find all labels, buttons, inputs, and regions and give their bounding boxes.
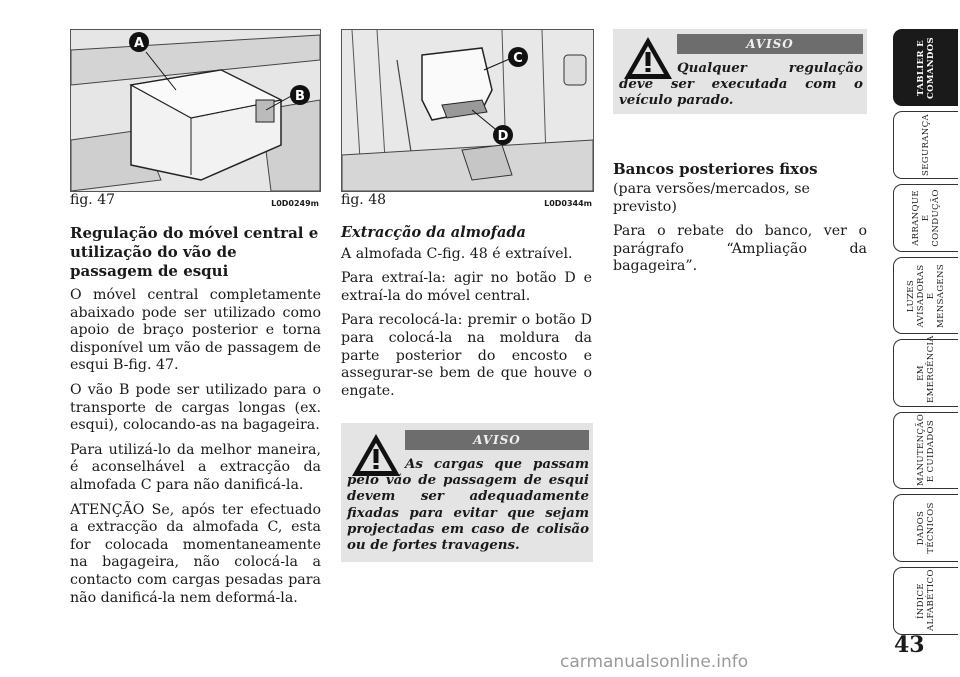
warning-text: As cargas que passam pelo vão de passagem de esqui devem ser adequadamente fixadas para evitar que sejam projectadas em caso de colisão ou de fortes travagens. — [347, 456, 589, 554]
paragraph: Para recolocá-la: premir o botão D para colocá-la na moldura da parte posterior do encosto e assegurar-se bem de que houve o engate. — [341, 312, 592, 399]
tab-indice-alfabetico[interactable] — [893, 567, 958, 635]
paragraph: Para utilizá-lo da melhor maneira, é aconselhável a extracção da almofada C para não danificá-la. — [70, 441, 321, 493]
warning-box-cargas — [341, 423, 593, 562]
fig48-code: L0D0344m — [544, 199, 592, 208]
fig47-code: L0D0249m — [271, 199, 319, 208]
warning-box-regulacao — [613, 29, 867, 114]
fig48-caption-text: fig. 48 — [341, 192, 387, 208]
tab-label: MANUTENÇÃO E CUIDADOS — [916, 413, 936, 486]
warning-text: Qualquer regulação deve ser executada com o veículo parado. — [619, 60, 863, 109]
paragraph: O móvel central completamente abaixado pode ser utilizado como apoio de braço posterior e torna disponível um vão de passagem de esqui B-fig. 47. — [70, 287, 321, 374]
section-heading-extraccao: Extracção da almofada — [341, 224, 526, 241]
fig47-caption-text: fig. 47 — [70, 192, 116, 208]
paragraph: O vão B pode ser utilizado para o transporte de cargas longas (ex. esqui), colocando-as na bagageira. — [70, 381, 321, 434]
tab-manutencao-e-cuidados[interactable] — [893, 412, 958, 489]
tab-luzes-avisadoras[interactable] — [893, 257, 958, 334]
page-number: 43 — [894, 632, 925, 658]
tab-label: EM EMERGÊNCIA — [916, 335, 936, 403]
tab-label: ÍNDICE ALFABÉTICO — [916, 569, 936, 631]
watermark: carmanualsonline.info — [560, 652, 749, 672]
column-1 — [70, 224, 321, 614]
tab-arranque-e-conducao[interactable] — [893, 184, 958, 252]
tab-label: DADOS TÉCNICOS — [916, 502, 936, 554]
warning-label: AVISO — [405, 430, 589, 450]
section-heading-regulacao: Regulação do móvel central e utilização do vão de passagem de esqui — [70, 224, 319, 280]
tab-em-emergencia[interactable] — [893, 335, 958, 407]
fig48-label-d: D — [497, 129, 509, 144]
figure-48-caption — [341, 192, 592, 208]
paragraph: Para extraí-la: agir no botão D e extraí-la do móvel central. — [341, 270, 592, 304]
figure-48-image — [341, 29, 594, 192]
paragraph: A almofada C-fig. 48 é extraível. — [341, 245, 573, 262]
figure-47-caption — [70, 192, 319, 208]
section-heading-bancos: Bancos posteriores fixos — [613, 160, 818, 178]
tab-label: ARRANQUE E CONDUÇÃO — [911, 189, 941, 247]
tab-dados-tecnicos[interactable] — [893, 494, 958, 562]
tab-seguranca[interactable] — [893, 111, 958, 179]
fig47-label-a: A — [133, 36, 145, 51]
paragraph-subtitle: (para versões/mercados, se previsto) — [613, 181, 810, 215]
tab-tablier-e-comandos[interactable] — [893, 29, 958, 106]
column-3 — [613, 160, 867, 283]
warning-label: AVISO — [677, 34, 863, 54]
tab-label: TABLIER E COMANDOS — [916, 36, 936, 99]
tab-label: SEGURANÇA — [920, 114, 931, 176]
paragraph: Para o rebate do banco, ver o parágrafo “Ampliação da bagageira”. — [613, 223, 867, 275]
paragraph: ATENÇÃO Se, após ter efectuado a extracção da almofada C, esta for colocada momentaneamente na bagageira, não colocá-la a contacto com cargas pesadas para não danificá-la nem deformá-la. — [70, 501, 321, 606]
fig48-label-c: C — [513, 51, 523, 66]
column-2 — [341, 224, 592, 407]
figure-47-image — [70, 29, 321, 192]
tab-label: LUZES AVISADORAS E MENSAGENS — [906, 263, 946, 328]
fig47-label-b: B — [295, 89, 305, 104]
